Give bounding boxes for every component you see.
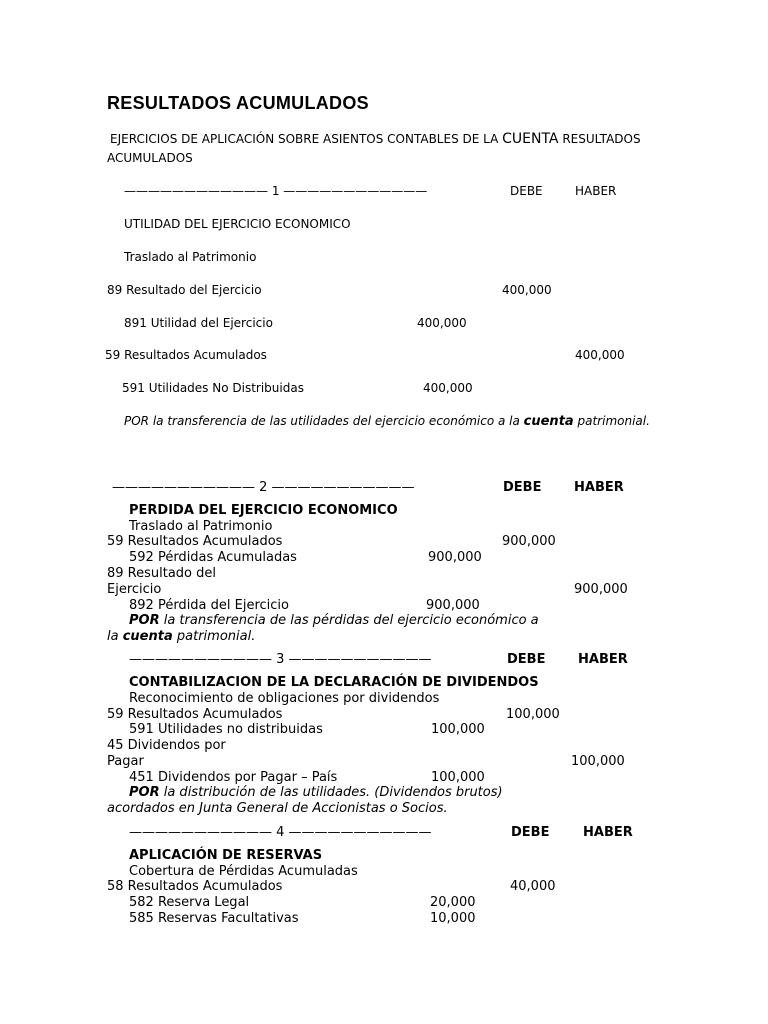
section2-note-line2 xyxy=(107,630,255,643)
section1-heading: UTILIDAD DEL EJERCICIO ECONOMICO xyxy=(124,217,351,231)
section3-row2-label: 591 Utilidades no distribuidas xyxy=(129,722,323,737)
section3-haber-header: HABER xyxy=(578,652,628,667)
section2-row2-label: 592 Pérdidas Acumuladas xyxy=(129,550,297,565)
section1-subheading: Traslado al Patrimonio xyxy=(124,250,257,264)
section3-row3-haber: 100,000 xyxy=(571,754,625,769)
section3-note-por: POR xyxy=(129,785,160,800)
section4-row3-label: 585 Reservas Facultativas xyxy=(129,911,299,926)
section1-note-text-2: patrimonial. xyxy=(573,414,650,428)
section2-row3-label-a: 89 Resultado del xyxy=(107,566,217,581)
section2-note-text: la transferencia de las pérdidas del ejercicio económico a xyxy=(159,613,539,628)
section3-row2-value: 100,000 xyxy=(431,722,485,737)
intro-line-1 xyxy=(110,132,641,146)
section3-heading: CONTABILIZACION DE LA DECLARACIÓN DE DIVIDENDOS xyxy=(129,675,539,690)
intro-text: EJERCICIOS DE APLICACIÓN SOBRE ASIENTOS CONTABLES DE LA xyxy=(110,132,503,146)
section2-row2-value: 900,000 xyxy=(428,550,482,565)
section2-note-text-3: patrimonial. xyxy=(172,629,256,644)
section3-row4-value: 100,000 xyxy=(431,770,485,785)
section1-row4-value: 400,000 xyxy=(423,381,473,395)
section3-row4-label: 451 Dividendos por Pagar – País xyxy=(129,770,338,785)
section4-debe-header: DEBE xyxy=(511,825,550,840)
section3-note-text: la distribución de las utilidades. (Dividendos brutos) xyxy=(159,785,503,800)
intro-text-2: RESULTADOS xyxy=(558,132,641,146)
section1-haber-header: HABER xyxy=(575,184,617,198)
section3-note-line2: acordados en Junta General de Accionistas o Socios. xyxy=(107,801,448,816)
section1-row4-label: 591 Utilidades No Distribuidas xyxy=(122,381,304,395)
section3-note-line1 xyxy=(129,786,503,799)
section3-subheading: Reconocimiento de obligaciones por dividendos xyxy=(129,691,440,706)
section4-haber-header: HABER xyxy=(583,825,633,840)
section2-note-por: POR xyxy=(129,613,160,628)
section4-row1-debe: 40,000 xyxy=(510,879,556,894)
section1-divider: ———————————— 1 ———————————— xyxy=(124,184,428,198)
section2-debe-header: DEBE xyxy=(503,480,542,495)
intro-cuenta: CUENTA xyxy=(502,131,559,147)
section1-row2-value: 400,000 xyxy=(417,316,467,330)
section2-divider: ——————————— 2 ——————————— xyxy=(112,480,415,495)
section1-row1-debe: 400,000 xyxy=(502,283,552,297)
section1-note-text: POR la transferencia de las utilidades del ejercicio económico a la xyxy=(124,414,524,428)
section1-row1-label: 89 Resultado del Ejercicio xyxy=(107,283,262,297)
section3-row1-debe: 100,000 xyxy=(506,707,560,722)
section1-debe-header: DEBE xyxy=(510,184,543,198)
section4-row3-value: 10,000 xyxy=(430,911,476,926)
section2-row4-value: 900,000 xyxy=(426,598,480,613)
section3-row3-label-a: 45 Dividendos por xyxy=(107,738,226,753)
section2-row3-haber: 900,000 xyxy=(574,582,628,597)
section1-row3-label: 59 Resultados Acumulados xyxy=(105,348,267,362)
section2-haber-header: HABER xyxy=(574,480,624,495)
section3-debe-header: DEBE xyxy=(507,652,546,667)
section4-divider: ——————————— 4 ——————————— xyxy=(129,825,432,840)
section2-note-text-2: la xyxy=(107,629,123,644)
section2-row3-label-b: Ejercicio xyxy=(107,582,162,597)
section1-row3-haber: 400,000 xyxy=(575,348,625,362)
section3-row1-label: 59 Resultados Acumulados xyxy=(107,707,283,722)
section1-note-cuenta: cuenta xyxy=(523,414,574,429)
intro-line-2: ACUMULADOS xyxy=(107,151,193,165)
section2-row1-label: 59 Resultados Acumulados xyxy=(107,534,283,549)
section4-row2-label: 582 Reserva Legal xyxy=(129,895,250,910)
section4-subheading: Cobertura de Pérdidas Acumuladas xyxy=(129,864,358,879)
section2-subheading: Traslado al Patrimonio xyxy=(129,519,273,534)
page-title: RESULTADOS ACUMULADOS xyxy=(107,93,369,113)
section4-row1-label: 58 Resultados Acumulados xyxy=(107,879,283,894)
section3-divider: ——————————— 3 ——————————— xyxy=(129,652,432,667)
section2-row4-label: 892 Pérdida del Ejercicio xyxy=(129,598,289,613)
section2-note-line1 xyxy=(129,614,539,627)
section1-row2-label: 891 Utilidad del Ejercicio xyxy=(124,316,273,330)
section4-row2-value: 20,000 xyxy=(430,895,476,910)
section2-row1-debe: 900,000 xyxy=(502,534,556,549)
section2-note-cuenta: cuenta xyxy=(122,629,173,644)
section4-heading: APLICACIÓN DE RESERVAS xyxy=(129,848,323,863)
section2-heading: PERDIDA DEL EJERCICIO ECONOMICO xyxy=(129,503,398,518)
section3-row3-label-b: Pagar xyxy=(107,754,144,769)
section1-note xyxy=(124,415,650,428)
